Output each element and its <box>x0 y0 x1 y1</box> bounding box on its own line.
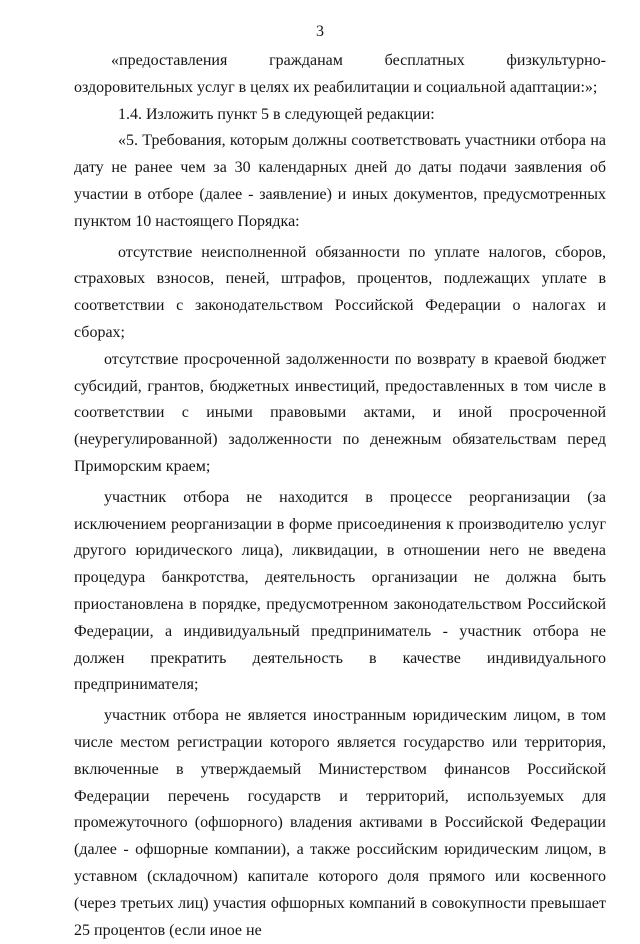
paragraph-amend-item-5: 1.4. Изложить пункт 5 в следующей редакции: <box>118 105 435 123</box>
paragraph-no-overdue-debt: отсутствие просроченной задолженности по возврату в краевой бюджет субсидий, грантов, бюджетных инвестиций, предоставленных в том числе в соответствии с иными правовыми актами, и иной просроченной (неурегулированной) задолженности по денежным обязательствам перед Приморским краем; <box>74 350 606 475</box>
paragraph-no-tax-debt: отсутствие неисполненной обязанности по уплате налогов, сборов, страховых взносов, пеней, штрафов, процентов, подлежащих уплате в соответствии с законодательством Российской Федерации о налогах и сборах; <box>74 243 606 341</box>
paragraph-requirements-intro: «5. Требования, которым должны соответствовать участники отбора на дату не ранее чем за 30 календарных дней до даты подачи заявления об участии в отборе (далее - заявление) и иных документов, предусмотренных пунктом 10 настоящего Порядка: <box>74 132 606 230</box>
paragraph-services-purpose: «предоставления гражданам бесплатных физкультурно-оздоровительных услуг в целях их реабилитации и социальной адаптации:»; <box>74 52 606 96</box>
paragraph-not-foreign-entity: участник отбора не является иностранным юридическим лицом, в том числе местом регистрации которого является государство или территория, включенные в утверждаемый Министерством финансов Российской Федерации перечень государств и территорий, используемых для промежуточного (офшорного) владения активами в Российской Федерации (далее - офшорные компании), а также российским юридическим лицом, в уставном (складочном) капитале которого доля прямого или косвенного (через третьих лиц) участия офшорных компаний в совокупности превышает 25 процентов (если иное не <box>74 707 606 939</box>
paragraph-no-reorganization: участник отбора не находится в процессе реорганизации (за исключением реорганизации в форме присоединения к производителю услуг другого юридического лица), ликвидации, в отношении него не введена процедура банкротства, деятельность организации не должна быть приостановлена в порядке, предусмотренном законодательством Российской Федерации, а индивидуальный предприниматель - участник отбора не должен прекратить деятельность в качестве индивидуального предпринимателя; <box>74 488 606 694</box>
page-number: 3 <box>316 23 324 40</box>
document-body <box>74 48 606 944</box>
